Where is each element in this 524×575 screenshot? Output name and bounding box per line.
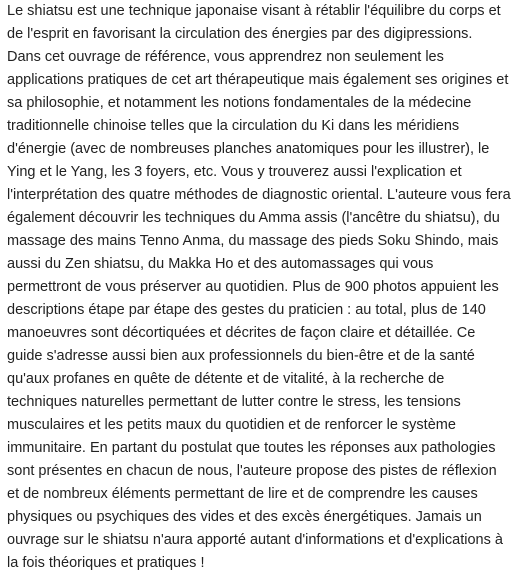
description-line-8: Ying et le Yang, les 3 foyers, etc. Vous y trouverez aussi l'explication et [7, 164, 462, 180]
description-line-15: manoeuvres sont décortiquées et décrites de façon claire et détaillée. Ce [7, 325, 476, 341]
description-line-4: applications pratiques de cet art thérapeutique mais également ses origines et [7, 72, 509, 88]
description-line-22: et de nombreux éléments permettant de lire et de comprendre les causes [7, 486, 478, 502]
description-line-12: aussi du Zen shiatsu, du Makka Ho et des automassages qui vous [7, 256, 434, 272]
description-line-14: descriptions étape par étape des gestes du praticien : au total, plus de 140 [7, 302, 486, 318]
description-line-10: également découvrir les techniques du Amma assis (l'ancêtre du shiatsu), du [7, 210, 500, 226]
description-line-2: de l'esprit en favorisant la circulation des énergies par des digipressions. [7, 26, 473, 42]
description-line-18: techniques naturelles permettant de lutter contre le stress, les tensions [7, 394, 461, 410]
description-line-7: d'énergie (avec de nombreuses planches anatomiques pour les illustrer), le [7, 141, 490, 157]
description-line-16: guide s'adresse aussi bien aux professionnels du bien-être et de la santé [7, 348, 475, 364]
description-line-3: Dans cet ouvrage de référence, vous apprendrez non seulement les [7, 49, 444, 65]
description-line-11: massage des mains Tenno Anma, du massage des pieds Soku Shindo, mais [7, 233, 499, 249]
description-line-19: musculaires et les petits maux du quotidien et de renforcer le système [7, 417, 456, 433]
description-line-9: l'interprétation des quatre méthodes de diagnostic oriental. L'auteure vous fera [7, 187, 511, 203]
description-line-25: la fois théoriques et pratiques ! [7, 555, 205, 571]
description-line-23: physiques ou psychiques des vides et des excès énergétiques. Jamais un [7, 509, 482, 525]
description-line-24: ouvrage sur le shiatsu n'aura apporté autant d'informations et d'explications à [7, 532, 503, 548]
description-line-6: traditionnelle chinoise telles que la circulation du Ki dans les méridiens [7, 118, 460, 134]
description-line-21: sont présentes en chacun de nous, l'auteure propose des pistes de réflexion [7, 463, 497, 479]
description-line-5: sa philosophie, et notamment les notions fondamentales de la médecine [7, 95, 472, 111]
description-line-17: qu'aux profanes en quête de détente et de vitalité, à la recherche de [7, 371, 445, 387]
description-line-20: immunitaire. En partant du postulat que toutes les réponses aux pathologies [7, 440, 496, 456]
description-line-13: permettront de vous préserver au quotidien. Plus de 900 photos appuient les [7, 279, 499, 295]
description-line-1: Le shiatsu est une technique japonaise visant à rétablir l'équilibre du corps et [7, 3, 501, 19]
